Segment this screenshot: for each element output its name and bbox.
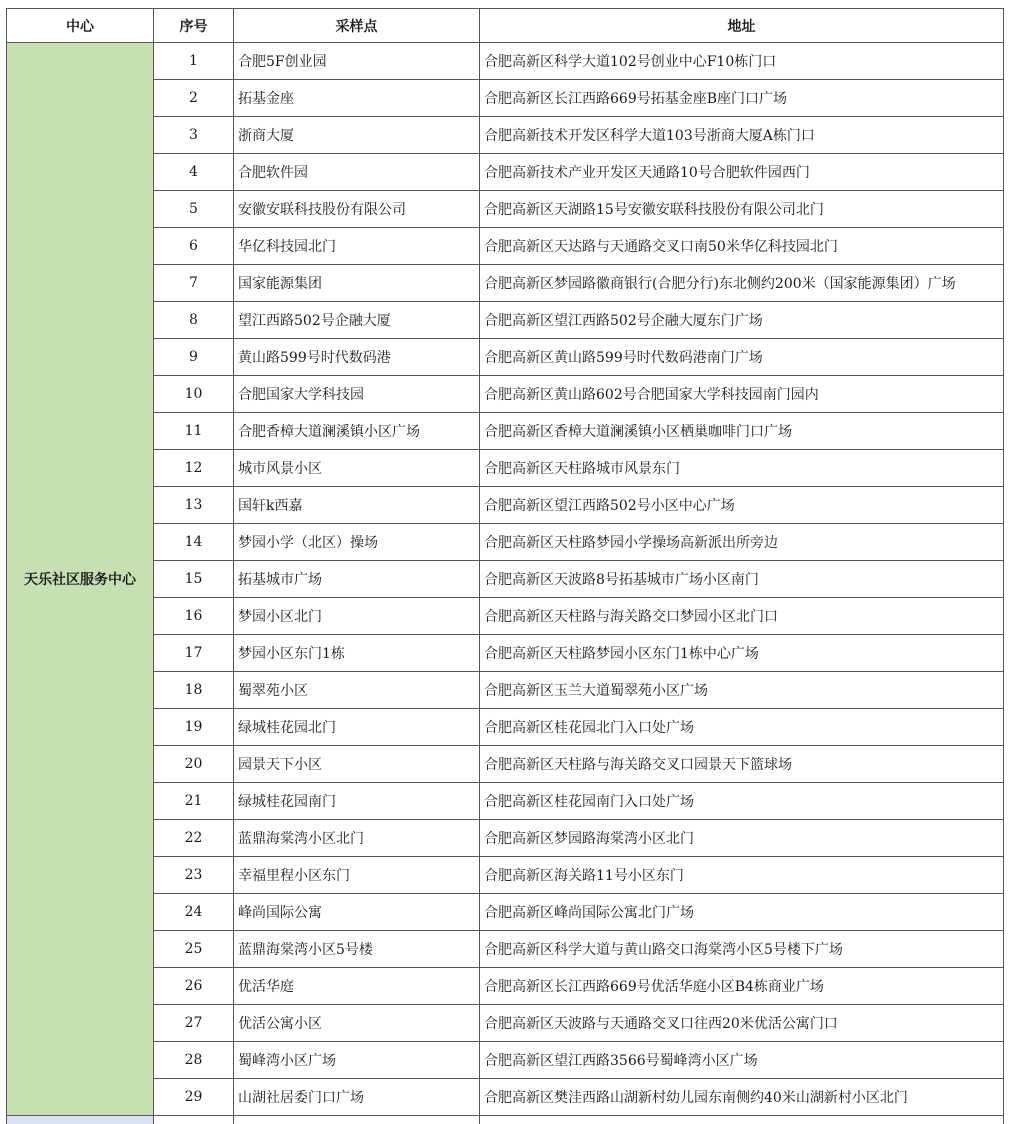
row-number-cell[interactable]: 20 <box>154 746 234 783</box>
table-row <box>7 1042 1004 1079</box>
address-cell[interactable]: 合肥高新区天柱路梦园小学操场高新派出所旁边 <box>480 524 1004 561</box>
table-row <box>7 265 1004 302</box>
row-number-cell[interactable]: 28 <box>154 1042 234 1079</box>
table-row <box>7 931 1004 968</box>
row-number-cell[interactable]: 7 <box>154 265 234 302</box>
site-cell[interactable]: 合肥国家大学科技园 <box>234 376 480 413</box>
site-cell[interactable]: 浙商大厦 <box>234 117 480 154</box>
table-row <box>7 80 1004 117</box>
next-site-cell[interactable] <box>234 1116 480 1124</box>
table-row <box>7 302 1004 339</box>
header-row <box>7 9 1004 43</box>
site-cell[interactable]: 黄山路599号时代数码港 <box>234 339 480 376</box>
site-cell[interactable]: 拓基金座 <box>234 80 480 117</box>
next-group-row <box>7 1116 1004 1124</box>
site-cell[interactable]: 蜀峰湾小区广场 <box>234 1042 480 1079</box>
table-row <box>7 709 1004 746</box>
site-cell[interactable]: 优活公寓小区 <box>234 1005 480 1042</box>
row-number-cell[interactable]: 13 <box>154 487 234 524</box>
row-number-cell[interactable]: 22 <box>154 820 234 857</box>
table-row <box>7 561 1004 598</box>
address-cell[interactable]: 合肥高新区桂花园北门入口处广场 <box>480 709 1004 746</box>
row-number-cell[interactable]: 29 <box>154 1079 234 1116</box>
row-number-cell[interactable]: 25 <box>154 931 234 968</box>
site-cell[interactable]: 合肥软件园 <box>234 154 480 191</box>
table-row <box>7 820 1004 857</box>
sampling-sites-table <box>6 8 1004 1124</box>
address-cell[interactable]: 合肥高新区黄山路599号时代数码港南门广场 <box>480 339 1004 376</box>
row-number-cell[interactable]: 10 <box>154 376 234 413</box>
row-number-cell[interactable]: 15 <box>154 561 234 598</box>
row-number-cell[interactable]: 9 <box>154 339 234 376</box>
address-cell[interactable]: 合肥高新区天波路与天通路交叉口往西20米优活公寓门口 <box>480 1005 1004 1042</box>
row-number-cell[interactable]: 12 <box>154 450 234 487</box>
row-number-cell[interactable]: 27 <box>154 1005 234 1042</box>
site-cell[interactable]: 国家能源集团 <box>234 265 480 302</box>
table-row <box>7 746 1004 783</box>
sampling-sites-sheet <box>6 8 1004 1124</box>
table-row <box>7 635 1004 672</box>
address-cell[interactable]: 合肥高新区科学大道与黄山路交口海棠湾小区5号楼下广场 <box>480 931 1004 968</box>
table-row <box>7 376 1004 413</box>
row-number-cell[interactable]: 11 <box>154 413 234 450</box>
site-cell[interactable]: 幸福里程小区东门 <box>234 857 480 894</box>
site-cell[interactable]: 安徽安联科技股份有限公司 <box>234 191 480 228</box>
site-cell[interactable]: 国轩k西嘉 <box>234 487 480 524</box>
address-cell[interactable]: 合肥高新区天达路与天通路交叉口南50米华亿科技园北门 <box>480 228 1004 265</box>
address-cell[interactable]: 合肥高新区桂花园南门入口处广场 <box>480 783 1004 820</box>
table-row <box>7 339 1004 376</box>
site-cell[interactable]: 峰尚国际公寓 <box>234 894 480 931</box>
next-center-cell[interactable] <box>7 1116 154 1124</box>
row-number-cell[interactable]: 24 <box>154 894 234 931</box>
address-cell[interactable]: 合肥高新区海关路11号小区东门 <box>480 857 1004 894</box>
site-cell[interactable]: 拓基城市广场 <box>234 561 480 598</box>
site-cell[interactable]: 合肥香樟大道澜溪镇小区广场 <box>234 413 480 450</box>
table-row <box>7 43 1004 80</box>
site-cell[interactable]: 梦园小学（北区）操场 <box>234 524 480 561</box>
site-cell[interactable]: 园景天下小区 <box>234 746 480 783</box>
center-name-cell[interactable]: 天乐社区服务中心 <box>7 43 154 1116</box>
address-cell[interactable]: 合肥高新技术开发区科学大道103号浙商大厦A栋门口 <box>480 117 1004 154</box>
table-row <box>7 598 1004 635</box>
table-row <box>7 783 1004 820</box>
table-row <box>7 413 1004 450</box>
address-cell[interactable]: 合肥高新区科学大道102号创业中心F10栋门口 <box>480 43 1004 80</box>
site-cell[interactable]: 蓝鼎海棠湾小区5号楼 <box>234 931 480 968</box>
next-number-cell[interactable] <box>154 1116 234 1124</box>
row-number-cell[interactable]: 3 <box>154 117 234 154</box>
table-row <box>7 228 1004 265</box>
site-cell[interactable]: 绿城桂花园南门 <box>234 783 480 820</box>
site-cell[interactable]: 优活华庭 <box>234 968 480 1005</box>
site-cell[interactable]: 蓝鼎海棠湾小区北门 <box>234 820 480 857</box>
next-address-cell[interactable] <box>480 1116 1004 1124</box>
site-cell[interactable]: 山湖社居委门口广场 <box>234 1079 480 1116</box>
row-number-cell[interactable]: 18 <box>154 672 234 709</box>
address-cell[interactable]: 合肥高新技术产业开发区天通路10号合肥软件园西门 <box>480 154 1004 191</box>
header-center: 中心 <box>7 9 154 43</box>
address-cell[interactable]: 合肥高新区长江西路669号拓基金座B座门口广场 <box>480 80 1004 117</box>
table-row <box>7 154 1004 191</box>
header-address: 地址 <box>480 9 1004 43</box>
address-cell[interactable]: 合肥高新区天柱路城市风景东门 <box>480 450 1004 487</box>
row-number-cell[interactable]: 23 <box>154 857 234 894</box>
row-number-cell[interactable]: 5 <box>154 191 234 228</box>
table-row <box>7 894 1004 931</box>
site-cell[interactable]: 城市风景小区 <box>234 450 480 487</box>
row-number-cell[interactable]: 21 <box>154 783 234 820</box>
site-cell[interactable]: 蜀翠苑小区 <box>234 672 480 709</box>
row-number-cell[interactable]: 19 <box>154 709 234 746</box>
address-cell[interactable]: 合肥高新区峰尚国际公寓北门广场 <box>480 894 1004 931</box>
header-number: 序号 <box>154 9 234 43</box>
address-cell[interactable]: 合肥高新区长江西路669号优活华庭小区B4栋商业广场 <box>480 968 1004 1005</box>
address-cell[interactable]: 合肥高新区望江西路3566号蜀峰湾小区广场 <box>480 1042 1004 1079</box>
table-row <box>7 191 1004 228</box>
address-cell[interactable]: 合肥高新区樊洼西路山湖新村幼儿园东南侧约40米山湖新村小区北门 <box>480 1079 1004 1116</box>
row-number-cell[interactable]: 16 <box>154 598 234 635</box>
site-cell[interactable]: 望江西路502号企融大厦 <box>234 302 480 339</box>
address-cell[interactable]: 合肥高新区天波路8号拓基城市广场小区南门 <box>480 561 1004 598</box>
address-cell[interactable]: 合肥高新区香樟大道澜溪镇小区栖巢咖啡门口广场 <box>480 413 1004 450</box>
site-cell[interactable]: 梦园小区东门1栋 <box>234 635 480 672</box>
site-cell[interactable]: 合肥5F创业园 <box>234 43 480 80</box>
address-cell[interactable]: 合肥高新区天柱路与海关路交口梦园小区北门口 <box>480 598 1004 635</box>
table-row <box>7 1005 1004 1042</box>
address-cell[interactable]: 合肥高新区望江西路502号企融大厦东门广场 <box>480 302 1004 339</box>
address-cell[interactable]: 合肥高新区天湖路15号安徽安联科技股份有限公司北门 <box>480 191 1004 228</box>
site-cell[interactable]: 华亿科技园北门 <box>234 228 480 265</box>
table-row <box>7 857 1004 894</box>
table-row <box>7 450 1004 487</box>
table-row <box>7 487 1004 524</box>
address-cell[interactable]: 合肥高新区黄山路602号合肥国家大学科技园南门园内 <box>480 376 1004 413</box>
table-row <box>7 968 1004 1005</box>
row-number-cell[interactable]: 6 <box>154 228 234 265</box>
address-cell[interactable]: 合肥高新区天柱路与海关路交叉口园景天下篮球场 <box>480 746 1004 783</box>
table-row <box>7 672 1004 709</box>
row-number-cell[interactable]: 1 <box>154 43 234 80</box>
address-cell[interactable]: 合肥高新区天柱路梦园小区东门1栋中心广场 <box>480 635 1004 672</box>
address-cell[interactable]: 合肥高新区玉兰大道蜀翠苑小区广场 <box>480 672 1004 709</box>
address-cell[interactable]: 合肥高新区望江西路502号小区中心广场 <box>480 487 1004 524</box>
row-number-cell[interactable]: 14 <box>154 524 234 561</box>
table-row <box>7 524 1004 561</box>
row-number-cell[interactable]: 8 <box>154 302 234 339</box>
header-site: 采样点 <box>234 9 480 43</box>
row-number-cell[interactable]: 17 <box>154 635 234 672</box>
table-row <box>7 117 1004 154</box>
row-number-cell[interactable]: 4 <box>154 154 234 191</box>
address-cell[interactable]: 合肥高新区梦园路徽商银行(合肥分行)东北侧约200米（国家能源集团）广场 <box>480 265 1004 302</box>
row-number-cell[interactable]: 26 <box>154 968 234 1005</box>
site-cell[interactable]: 绿城桂花园北门 <box>234 709 480 746</box>
row-number-cell[interactable]: 2 <box>154 80 234 117</box>
table-row <box>7 1079 1004 1116</box>
site-cell[interactable]: 梦园小区北门 <box>234 598 480 635</box>
address-cell[interactable]: 合肥高新区梦园路海棠湾小区北门 <box>480 820 1004 857</box>
